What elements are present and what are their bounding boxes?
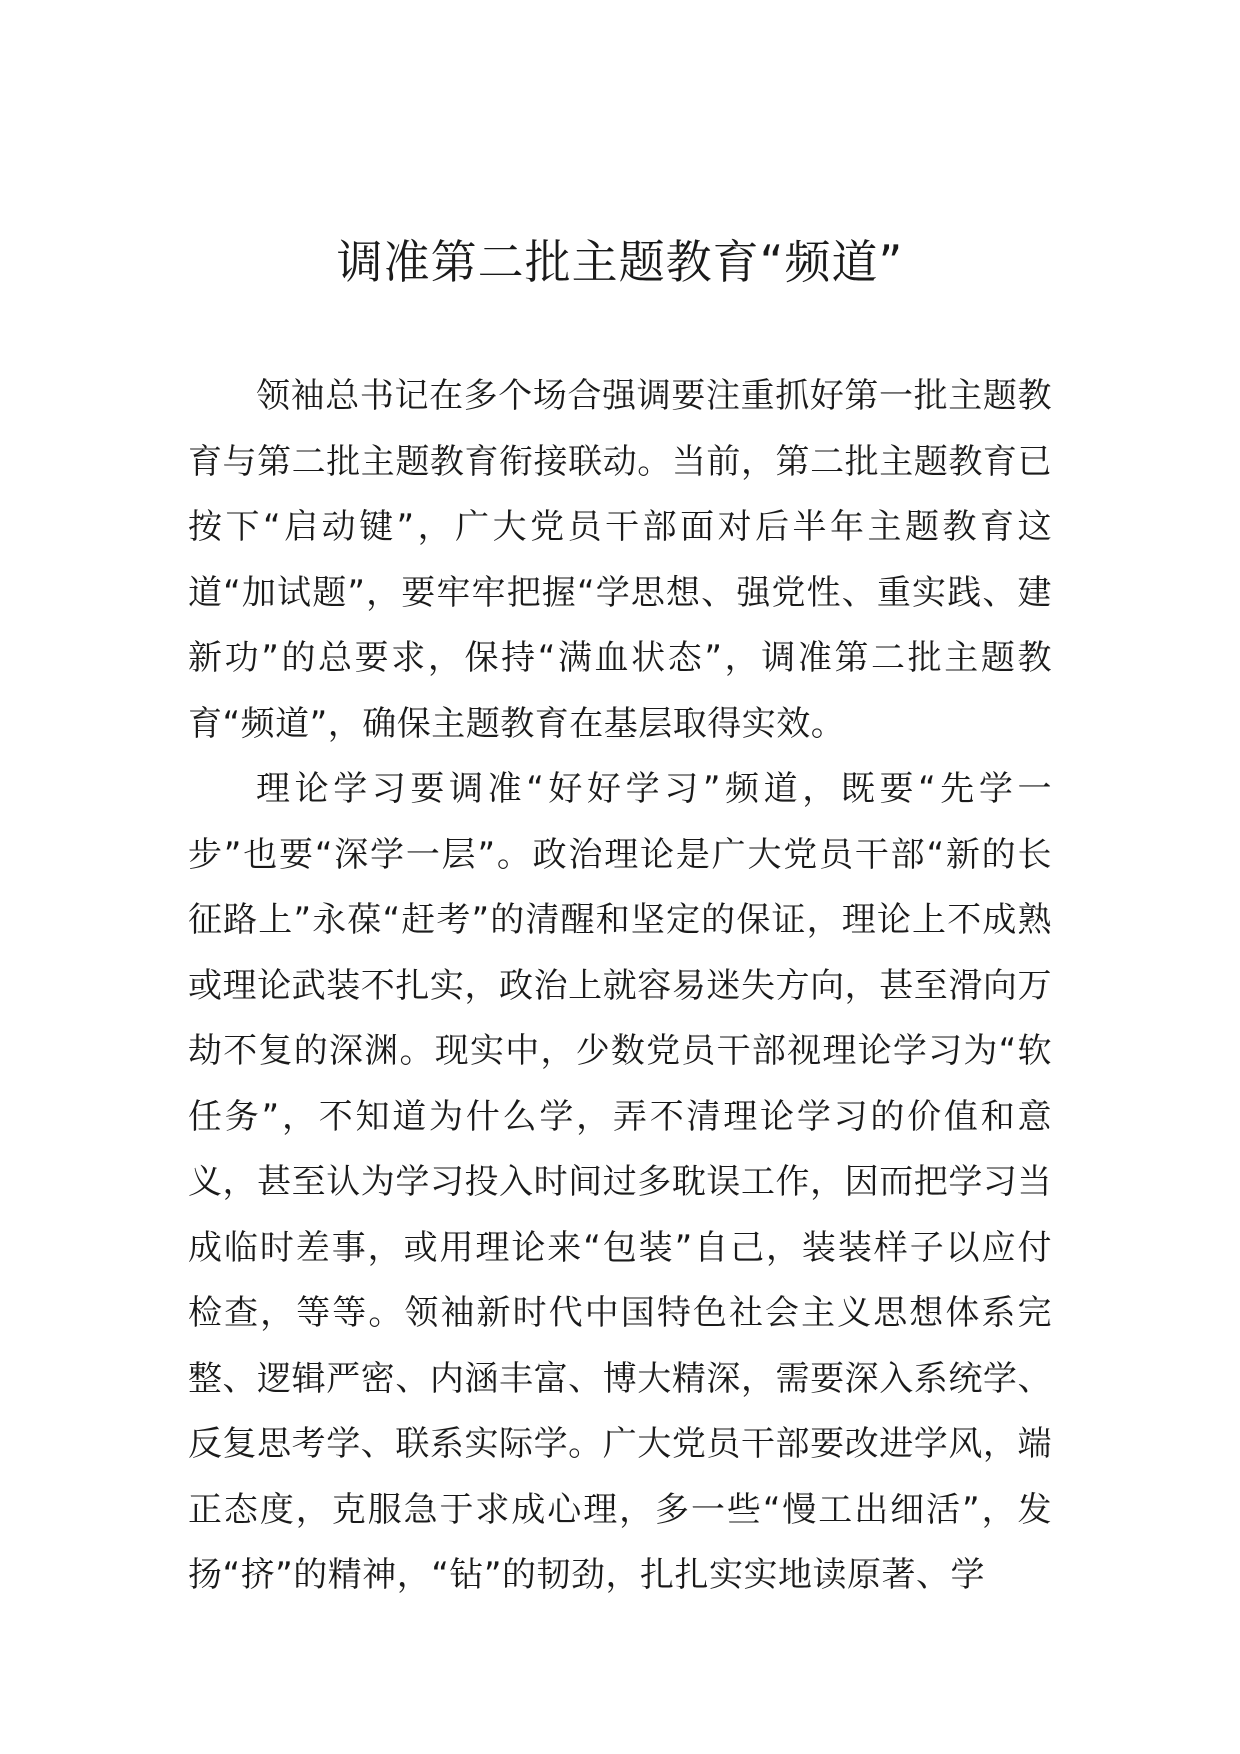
paragraph-theory-study: 理论学习要调准“好好学习”频道，既要“先学一步”也要“深学一层”。政治理论是广大党员干部“新的长征路上”永葆“赶考”的清醒和坚定的保证，理论上不成熟或理论武装不扎实，政治上就容易迷失方向，甚至滑向万劫不复的深渊。现实中，少数党员干部视理论学习为“软任务”，不知道为什么学，弄不清理论学习的价值和意义，甚至认为学习投入时间过多耽误工作，因而把学习当成临时差事，或用理论来“包装”自己，装装样子以应付检查，等等。领袖新时代中国特色社会主义思想体系完整、逻辑严密、内涵丰富、博大精深，需要深入系统学、反复思考学、联系实际学。广大党员干部要改进学风，端正态度，克服急于求成心理，多一些“慢工出细活”，发扬“挤”的精神，“钻”的韧劲，扎扎实实地读原著、学 xyxy=(188,769,1052,1595)
document-body xyxy=(188,364,1052,1609)
paragraph-intro: 领袖总书记在多个场合强调要注重抓好第一批主题教育与第二批主题教育衔接联动。当前，第二批主题教育已按下“启动键”，广大党员干部面对后半年主题教育这道“加试题”，要牢牢把握“学思想、强党性、重实践、建新功”的总要求，保持“满血状态”，调准第二批主题教育“频道”，确保主题教育在基层取得实效。 xyxy=(188,376,1052,744)
document-title: 调准第二批主题教育“频道” xyxy=(336,235,904,289)
